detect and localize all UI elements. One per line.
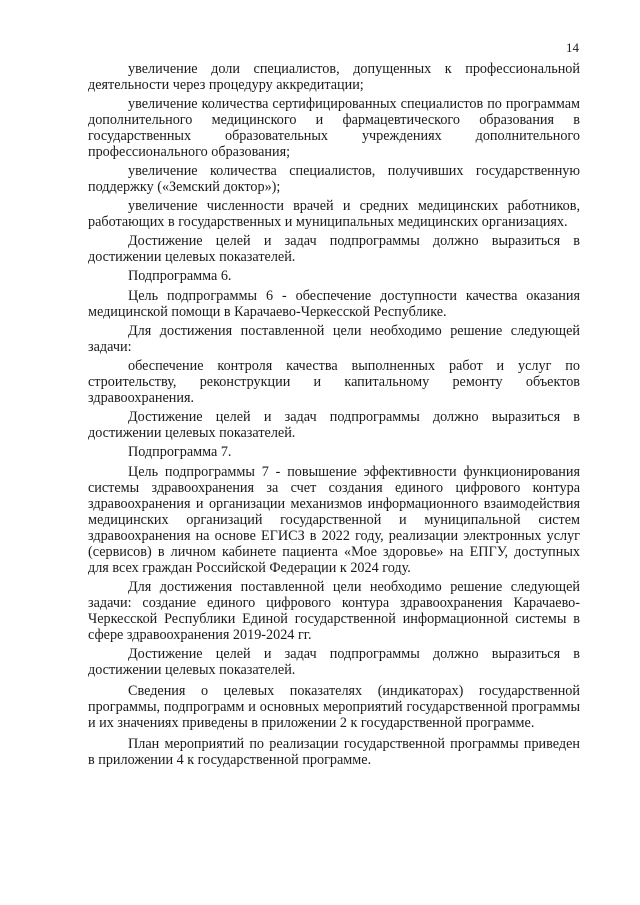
paragraph: Достижение целей и задач подпрограммы должно выразиться в достижении целевых показателей. — [88, 646, 580, 678]
paragraph: увеличение доли специалистов, допущенных к профессиональной деятельности через процедуру аккредитации; — [88, 61, 580, 93]
paragraph: План мероприятий по реализации государственной программы приведен в приложении 4 к государственной программе. — [88, 736, 580, 768]
subprogram-heading: Подпрограмма 6. — [128, 268, 232, 284]
paragraph: Цель подпрограммы 7 - повышение эффективности функционирования системы здравоохранения за счет создания единого цифрового контура здравоохранения и организации механизмов информационного взаимодействия медицинских организаций государственной и муниципальной систем здравоохранения на основе ЕГИСЗ в 2022 году, реализации электронных услуг (сервисов) в личном кабинете пациента «Мое здоровье» на ЕПГУ, доступных для всех граждан Российской Федерации к 2024 году. — [88, 464, 580, 576]
document-body — [88, 61, 580, 771]
paragraph: обеспечение контроля качества выполненных работ и услуг по строительству, реконструкции и капитальному ремонту объектов здравоохранения. — [88, 358, 580, 406]
paragraph: Достижение целей и задач подпрограммы должно выразиться в достижении целевых показателей. — [88, 233, 580, 265]
subprogram-heading: Подпрограмма 7. — [128, 444, 232, 460]
paragraph: Достижение целей и задач подпрограммы должно выразиться в достижении целевых показателей. — [88, 409, 580, 441]
page-number: 14 — [566, 40, 579, 55]
paragraph: Для достижения поставленной цели необходимо решение следующей задачи: создание единого цифрового контура здравоохранения Карачаево-Черкесской Республики Единой государственной информационной системы в сфере здравоохранения 2019-2024 гг. — [88, 579, 580, 643]
paragraph: увеличение количества специалистов, получивших государственную поддержку («Земский доктор»); — [88, 163, 580, 195]
paragraph: увеличение количества сертифицированных специалистов по программам дополнительного медицинского и фармацевтического образования в государственных образовательных учреждениях дополнительного профессионального образования; — [88, 96, 580, 160]
paragraph: Для достижения поставленной цели необходимо решение следующей задачи: — [88, 323, 580, 355]
paragraph: увеличение численности врачей и средних медицинских работников, работающих в государственных и муниципальных медицинских организациях. — [88, 198, 580, 230]
paragraph: Сведения о целевых показателях (индикаторах) государственной программы, подпрограмм и основных мероприятий государственной программы и их значениях приведены в приложении 2 к государственной программе. — [88, 683, 580, 731]
paragraph: Цель подпрограммы 6 - обеспечение доступности качества оказания медицинской помощи в Карачаево-Черкесской Республике. — [88, 288, 580, 320]
